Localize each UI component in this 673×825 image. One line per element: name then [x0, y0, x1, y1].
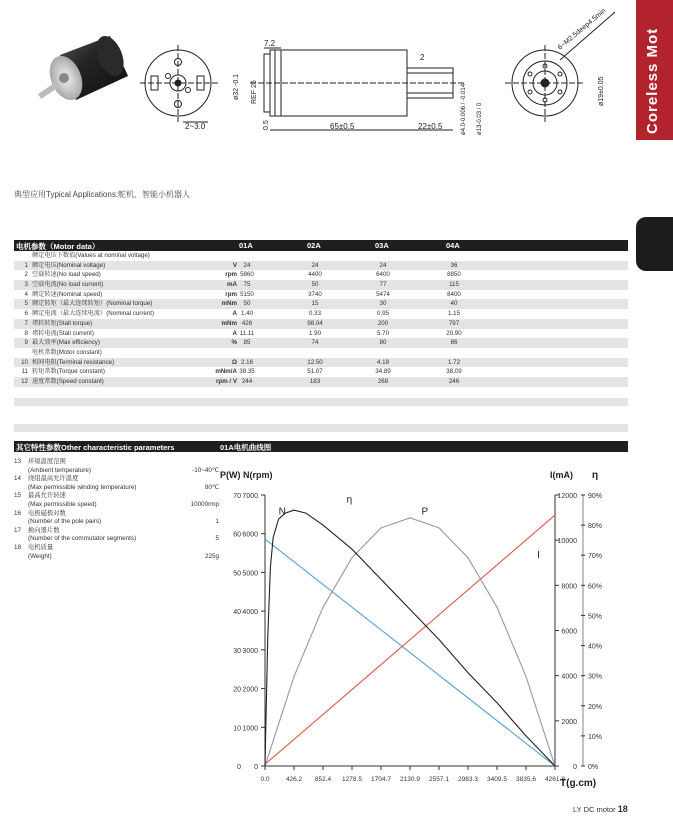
footer-text: LY DC motor [573, 805, 616, 814]
list-item: 14 绕组最高允许温度 [14, 475, 79, 483]
x-tick-label: 2557.1 [429, 776, 449, 783]
dim-65: 65±0.5 [330, 122, 355, 131]
side-tab-label: Coreless Mot [644, 27, 661, 134]
p-tick-label: 40 [233, 609, 241, 617]
x-tick-label: 1704.7 [371, 776, 391, 783]
eta-tick-label: 0% [588, 764, 599, 771]
eta-tick-label: 70% [588, 553, 603, 561]
x-tick-label: 0.0 [260, 776, 270, 783]
n-tick-label: 0 [254, 764, 258, 771]
curve-label-eta: η [346, 494, 353, 506]
dim-2-top: 2 [420, 53, 425, 62]
motor-photo [38, 32, 129, 105]
series-power-line [265, 518, 555, 766]
dim-holes: 6~M2.5deep4.5min [556, 7, 608, 52]
table-row: 5 额定转矩（最大连续转矩）(Nominal torque) mNm 50 15 30 40 [14, 299, 628, 309]
current-tick-label: 6000 [561, 628, 577, 636]
empty-row [14, 398, 628, 406]
eta-tick-label: 50% [588, 613, 603, 621]
side-view [250, 48, 465, 130]
dim-7-2: 7.2 [264, 39, 276, 48]
n-tick-label: 2000 [242, 686, 258, 694]
side-tab-coreless [636, 0, 673, 140]
other-params-list [14, 458, 219, 561]
list-item: 16 电极磁极对数 [14, 509, 66, 517]
eta-tick-label: 60% [588, 583, 603, 591]
current-tick-label: 10000 [557, 538, 577, 546]
curve-label-n: N [278, 506, 286, 518]
current-tick-label: 12000 [557, 493, 577, 500]
x-tick-label: 2130.9 [400, 776, 420, 783]
model-01a: 01A [239, 241, 253, 250]
list-item: (Weight) 225g [28, 552, 219, 560]
dim-shaft-phi4: ø4.0-0.006 / -0.014 [461, 83, 467, 135]
current-tick-label: 4000 [561, 673, 577, 681]
list-item: (Max permissible winding temperature) 80℃ [28, 483, 219, 491]
n-tick-label: 3000 [242, 647, 258, 655]
side-tab-marker [636, 217, 673, 271]
other-params-header [14, 441, 628, 452]
section-constant: 电机常数(Motor constant) [32, 348, 102, 356]
p-tick-label: 50 [233, 570, 241, 578]
x-tick-label: 2983.3 [458, 776, 478, 783]
current-tick-label: 0 [573, 764, 577, 771]
eta-tick-label: 80% [588, 523, 603, 531]
p-tick-label: 30 [233, 647, 241, 655]
chart-header: 01A电机曲线图 [220, 443, 272, 452]
x-tick-label: 852.4 [314, 776, 332, 783]
table-row: 10 相间电阻(Terminal resistance) Ω 2.16 12.50 4.18 1.72 [14, 358, 628, 368]
eta-tick-label: 20% [588, 703, 603, 711]
model-03a: 03A [375, 241, 389, 250]
n-tick-label: 7000 [242, 493, 258, 500]
list-item: 18 电机质量 [14, 543, 54, 551]
series-current-line [265, 515, 555, 764]
table-row: 8 堵转电流(Stall current) A 11.11 1.90 5.70 20.90 [24, 329, 462, 337]
series-speed-line [265, 539, 555, 766]
n-tick-label: 1000 [242, 725, 258, 733]
curve-label-p: P [421, 506, 429, 518]
current-tick-label: 8000 [561, 583, 577, 591]
eta-tick-label: 10% [588, 733, 603, 741]
x-tick-label: 1278.5 [342, 776, 362, 783]
p-tick-label: 70 [233, 493, 241, 500]
page-footer [573, 804, 628, 814]
n-tick-label: 5000 [242, 570, 258, 578]
dim-22: 22±0.5 [418, 122, 443, 131]
model-02a: 02A [307, 241, 321, 250]
motor-drawing [0, 0, 636, 150]
table-row: 9 最大效率(Max efficiency) % 85 74 80 86 [14, 338, 628, 348]
front-view [140, 45, 218, 122]
n-tick-label: 4000 [242, 609, 258, 617]
curve-label-i: I [537, 550, 540, 562]
table-row: 2 空载转速(No load speed) rpm 5860 4400 6400 8850 [24, 271, 461, 279]
eta-tick-label: 30% [588, 673, 603, 681]
motor-data-title: 电机参数（Motor data） [16, 242, 100, 251]
x-axis-label: T(g.cm) [560, 778, 597, 789]
dim-0-5: 0.5 [263, 120, 270, 130]
current-axis-label: I(mA) [550, 470, 573, 480]
table-row: 6 额定电流（最大连续电流）(Nominal current) A 1.40 0.33 0.95 1.15 [24, 310, 461, 318]
eta-tick-label: 90% [588, 493, 603, 500]
list-item: (Ambient temperature) -10~40℃ [28, 466, 219, 474]
dim-phi32: ø32 -0.1 [233, 73, 240, 100]
table-row: 7 堵转转矩(Stall torque) mNm 426 98.04 200 797 [14, 319, 628, 329]
n-tick-label: 6000 [242, 531, 258, 539]
eta-axis-label: η [592, 470, 599, 481]
page-number: 18 [617, 804, 628, 814]
table-row: 12 速度常数(Speed constant) rpm / V 244 183 268 246 [14, 377, 628, 387]
typical-applications: 典型应用Typical Applications:舵机、智能小机器人 [14, 190, 191, 199]
list-item: (Max permissible speed) 10000rmp [28, 500, 219, 508]
x-tick-label: 3409.5 [487, 776, 507, 783]
list-item: 15 最高允许转速 [14, 492, 66, 500]
p-tick-label: 10 [233, 725, 241, 733]
x-tick-label: 426.2 [285, 776, 303, 783]
current-tick-label: 2000 [561, 718, 577, 726]
p-tick-label: 60 [233, 531, 241, 539]
x-tick-label: 4261.8 [545, 776, 565, 783]
dim-shaft-phi13: ø13-0.03 / 0 [477, 102, 483, 135]
table-row: 3 空载电流(No load current) mA 75 50 77 115 [14, 280, 628, 290]
other-params-title: 其它特性参数Other characteristic parameters [16, 443, 175, 452]
list-item: 17 换向器片数 [14, 526, 60, 534]
motor-data-header [14, 240, 628, 251]
table-row: 1 额定电压(Nominal voltage) V 24 24 24 36 [14, 261, 628, 271]
section-nominal: 额定电压下数值(Values at nominal voltage) [32, 252, 150, 259]
p-tick-label: 20 [233, 686, 241, 694]
model-04a: 04A [446, 241, 460, 250]
list-item: (Number of the pole pairs) 1 [28, 518, 219, 526]
x-tick-label: 3835.6 [516, 776, 536, 783]
p-tick-label: 0 [237, 764, 241, 771]
dim-2to30: 2~3.0 [185, 122, 206, 131]
table-row: 4 额定转速(Nominal speed) rpm 5150 3740 5474 8400 [24, 290, 461, 298]
empty-row [14, 424, 628, 432]
list-item: 13 环境温度范围 [14, 458, 66, 465]
dim-ref25: REF 25 [251, 80, 258, 104]
list-item: (Number of the commutator segments) 5 [28, 535, 219, 543]
eta-tick-label: 40% [588, 643, 603, 651]
motor-data-table [14, 240, 628, 387]
left-axis-label: P(W) N(rpm) [220, 470, 273, 480]
table-row: 11 转矩常数(Torque constant) mNm/A 38.35 51.07 34.89 38.09 [21, 368, 462, 376]
motor-curve-chart [215, 458, 625, 798]
dim-pcd: ø19±0.05 [598, 76, 605, 106]
